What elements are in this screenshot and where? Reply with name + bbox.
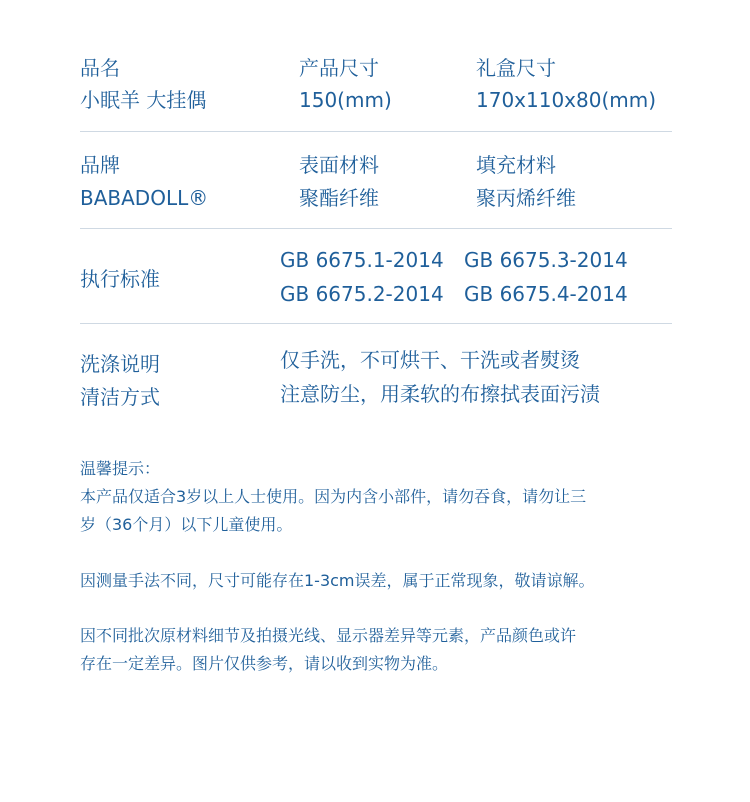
cleaning-method-label: 清洁方式 bbox=[80, 385, 160, 409]
notes-paragraph-line: 存在一定差异。图片仅供参考，请以收到实物为准。 bbox=[80, 654, 449, 673]
brand-value: BABADOLL® bbox=[80, 186, 209, 210]
divider bbox=[80, 228, 672, 229]
notes-paragraph-line: 因不同批次原材料细节及拍摄光线、显示器差异等元素，产品颜色或许 bbox=[80, 626, 577, 645]
notes-section bbox=[80, 455, 586, 539]
filling-material-value: 聚丙烯纤维 bbox=[476, 186, 576, 210]
product-name-label: 品名 bbox=[80, 56, 120, 80]
surface-material-value: 聚酯纤维 bbox=[299, 186, 379, 210]
divider bbox=[80, 323, 672, 324]
surface-material-label: 表面材料 bbox=[299, 153, 379, 177]
notes-paragraph bbox=[80, 622, 576, 678]
standard-label: 执行标准 bbox=[80, 267, 160, 291]
brand-label: 品牌 bbox=[80, 153, 120, 177]
notes-title: 温馨提示： bbox=[80, 459, 161, 478]
filling-material-label: 填充材料 bbox=[476, 153, 556, 177]
standard-item: GB 6675.3-2014 bbox=[464, 248, 628, 272]
standard-item: GB 6675.2-2014 bbox=[280, 282, 444, 306]
standard-item: GB 6675.1-2014 bbox=[280, 248, 444, 272]
cleaning-method-value: 注意防尘，用柔软的布擦拭表面污渍 bbox=[280, 382, 600, 406]
wash-instructions-value: 仅手洗，不可烘干、干洗或者熨烫 bbox=[280, 348, 580, 372]
standard-item: GB 6675.4-2014 bbox=[464, 282, 628, 306]
product-size-label: 产品尺寸 bbox=[299, 56, 379, 80]
notes-paragraph-line: 本产品仅适合3岁以上人士使用。因为内含小部件，请勿吞食，请勿让三 bbox=[80, 487, 587, 506]
notes-paragraph-line: 岁（36个月）以下儿童使用。 bbox=[80, 515, 293, 534]
notes-paragraph-line: 因测量手法不同，尺寸可能存在1-3cm误差，属于正常现象，敬请谅解。 bbox=[80, 571, 595, 590]
gift-box-size-value: 170x110x80(mm) bbox=[476, 88, 657, 112]
wash-instructions-label: 洗涤说明 bbox=[80, 352, 160, 376]
product-size-value: 150(mm) bbox=[299, 88, 392, 112]
product-name-value: 小眠羊 大挂偶 bbox=[80, 88, 207, 112]
divider bbox=[80, 131, 672, 132]
gift-box-size-label: 礼盒尺寸 bbox=[476, 56, 556, 80]
notes-paragraph bbox=[80, 567, 595, 595]
